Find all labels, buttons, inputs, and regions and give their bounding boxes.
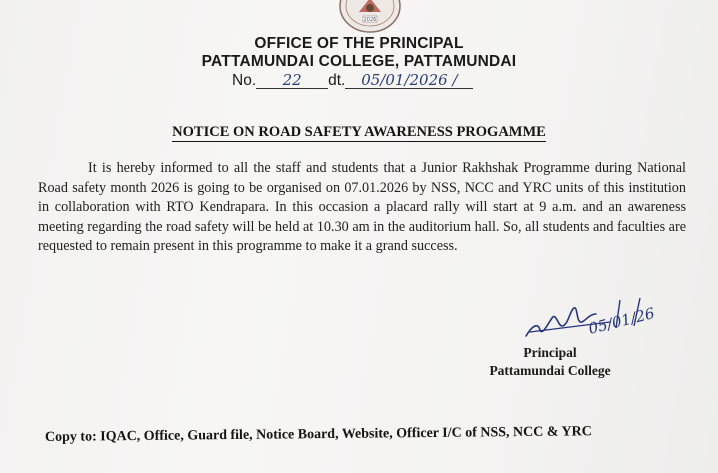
number-label: No. — [232, 72, 257, 89]
signature-block — [480, 344, 620, 379]
signature-date: 05/01/26 — [586, 304, 657, 338]
office-heading: OFFICE OF THE PRINCIPAL — [254, 35, 464, 52]
signatory-institution: Pattamundai College — [489, 362, 611, 378]
notice-body: It is hereby informed to all the staff and students that a Junior Rakhshak Programme during National Road safety month 2026 is going to be organised on 07.01.2026 by NSS, NCC and YRC units of this institution in collaboration with RTO Kendrapara. In this occasion a placard rally will start at 9 a.m. and an awareness meeting regarding the road safety will be held at 10.30 am in the auditorium hall. So, all students and faculties are requested to remain present in this programme to make it a grand success. — [38, 160, 686, 254]
handwritten-signature-icon — [518, 296, 668, 346]
number-value: 22 — [256, 72, 328, 89]
signatory-title: Principal — [523, 345, 577, 360]
svg-text:2026: 2026 — [363, 17, 377, 23]
date-label: dt. — [328, 72, 346, 89]
college-heading: PATTAMUNDAI COLLEGE, PATTAMUNDAI — [201, 53, 517, 70]
date-value: 05/01/2026 / — [345, 72, 473, 89]
reference-line — [232, 72, 473, 90]
notice-title: NOTICE ON ROAD SAFETY AWARENESS PROGAMME — [172, 124, 546, 140]
college-emblem-icon — [337, 0, 403, 34]
copy-to-line: Copy to: IQAC, Office, Guard file, Notice Board, Website, Officer I/C of NSS, NCC & YRC — [44, 424, 592, 445]
